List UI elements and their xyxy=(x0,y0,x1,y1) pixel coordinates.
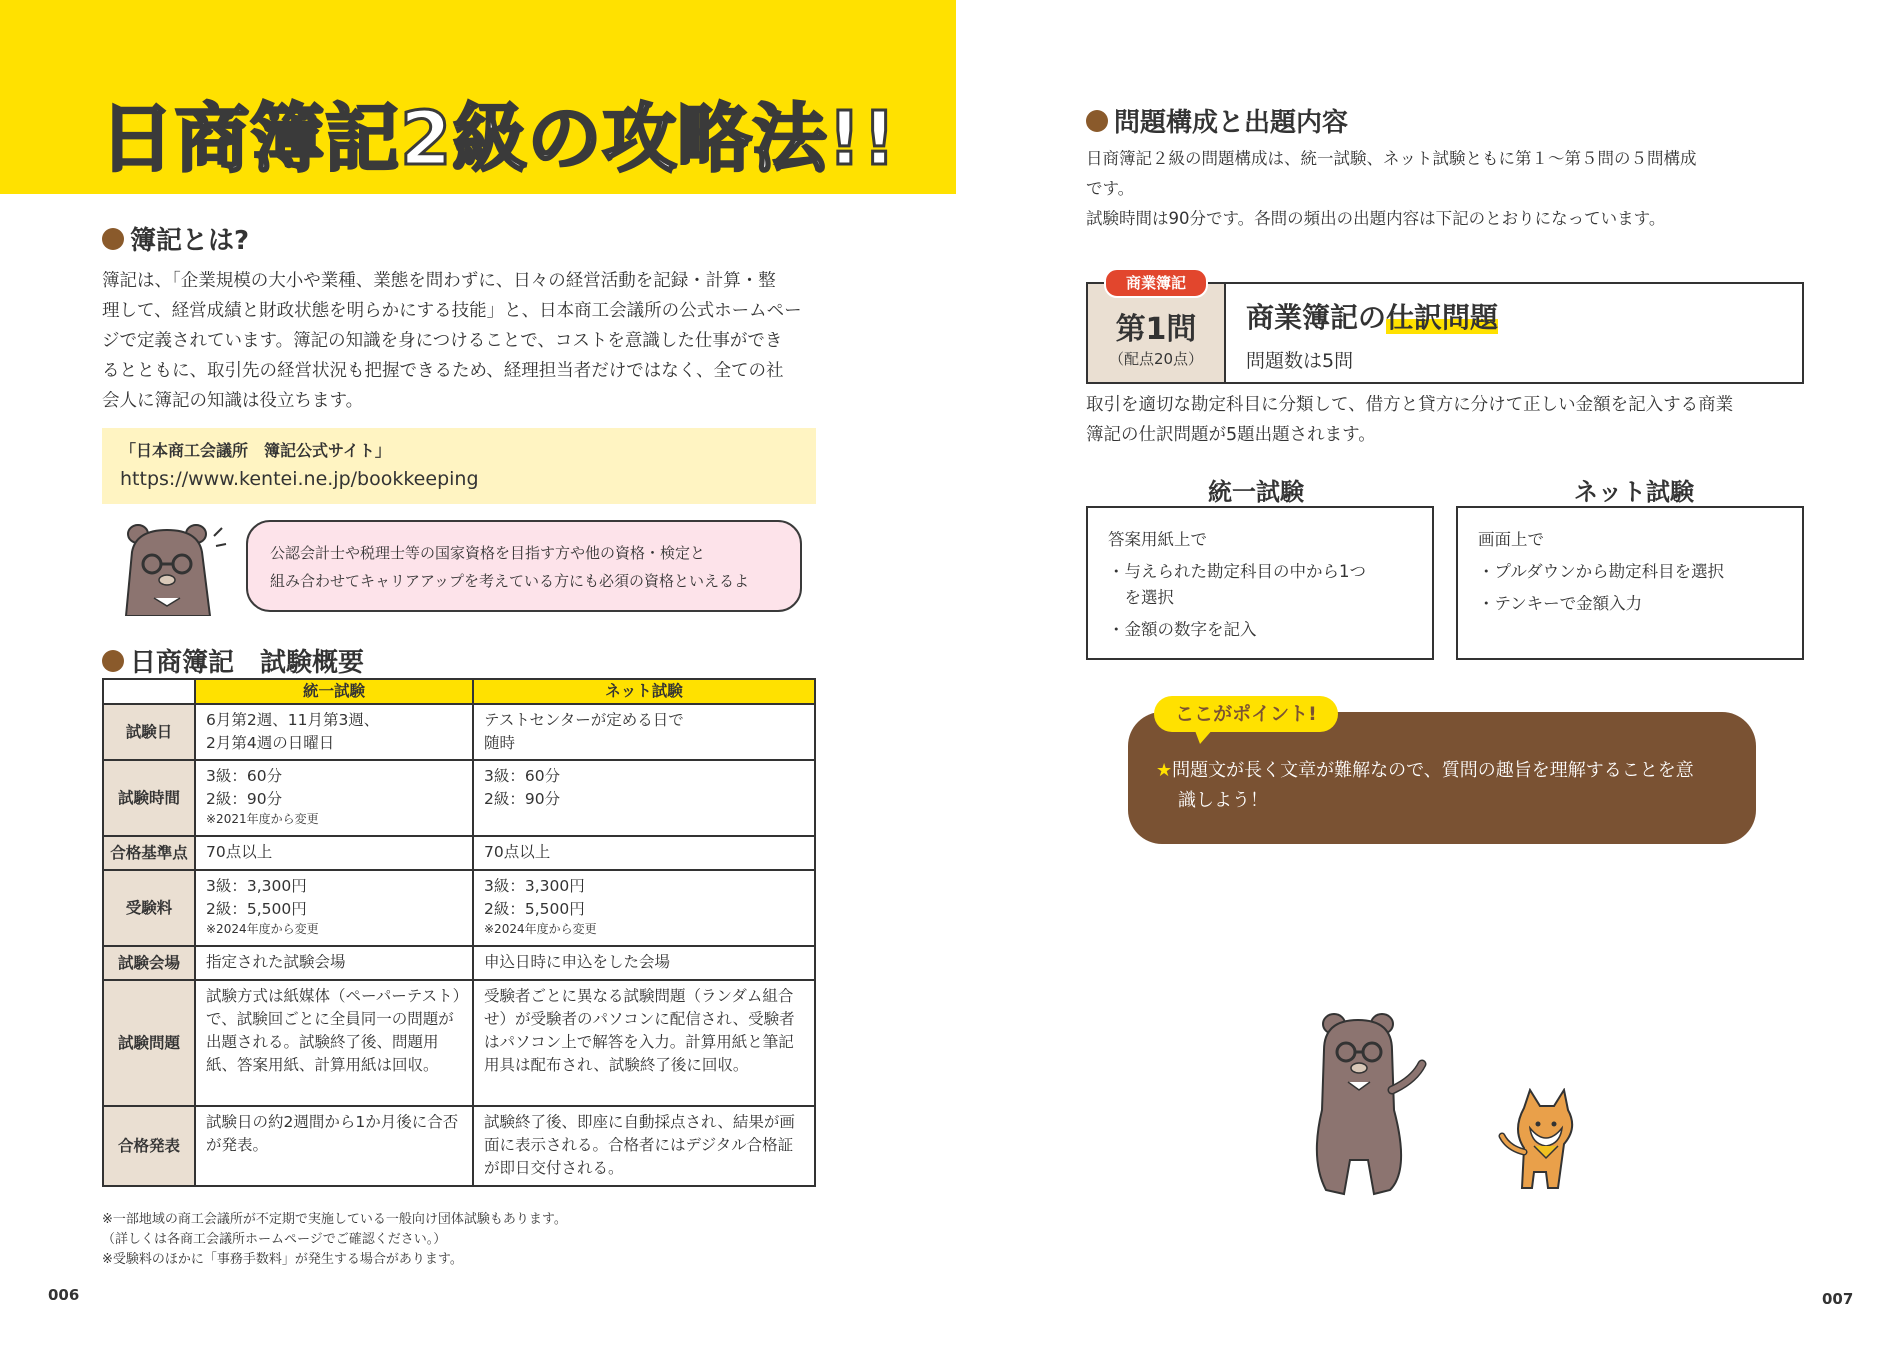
bear-standing-icon xyxy=(1310,1010,1440,1200)
unified-exam-title: 統一試験 xyxy=(1208,478,1304,506)
table-header-row xyxy=(103,679,815,704)
question-title-highlight: 仕訳問題 xyxy=(1386,301,1499,334)
paragraph-line: るとともに、取引先の経営状況も把握できるため、経理担当者だけではなく、全ての社 xyxy=(102,361,784,381)
paragraph-line: です。 xyxy=(1086,179,1135,198)
paragraph-line: 会人に簿記の知識は役立ちます。 xyxy=(102,391,364,411)
page-number-left: 006 xyxy=(48,1286,80,1304)
official-site-box xyxy=(102,428,816,504)
question-number-panel xyxy=(1088,284,1226,382)
cell-unified: 指定された試験会場 xyxy=(195,946,473,980)
point-tag: ここがポイント! xyxy=(1154,696,1338,732)
cell-net xyxy=(473,870,815,946)
shiba-dog-icon xyxy=(1494,1088,1584,1202)
column-header-unified: 統一試験 xyxy=(195,679,473,704)
net-exam-box xyxy=(1456,506,1804,660)
paragraph-line: 簿記の仕訳問題が5題出題されます。 xyxy=(1086,425,1376,445)
row-header: 試験会場 xyxy=(103,946,195,980)
section-heading-boki xyxy=(102,220,249,257)
question-description xyxy=(1086,390,1806,450)
section-heading-text: 簿記とは? xyxy=(130,226,250,256)
paragraph-line: 試験時間は90分です。各問の頻出の出題内容は下記のとおりになっています。 xyxy=(1086,209,1666,228)
cell-note: ※2021年度から変更 xyxy=(206,812,319,826)
row-header: 受験料 xyxy=(103,870,195,946)
row-header: 試験問題 xyxy=(103,980,195,1106)
cell-unified: 6月第2週、11月第3週、 2月第4週の日曜日 xyxy=(195,704,473,760)
cell-net: テストセンターが定める日で 随時 xyxy=(473,704,815,760)
box-line: 答案用紙上で xyxy=(1108,530,1207,549)
table-row xyxy=(103,946,815,980)
speech-bubble xyxy=(246,520,802,612)
cell-note: ※2024年度から変更 xyxy=(484,922,597,936)
cell-net: 受験者ごとに異なる試験問題（ランダム組合せ）が受験者のパソコンに配信され、受験者はパソコン上で解答を入力。計算用紙と筆記用具は配布され、試験終了後に回収。 xyxy=(473,980,815,1106)
cell-net: 3級：60分 2級：90分 xyxy=(473,760,815,836)
cell-text: 3級：60分 2級：90分 xyxy=(206,767,283,808)
official-site-url[interactable]: https://www.kentei.ne.jp/bookkeeping xyxy=(120,468,479,490)
point-line xyxy=(1156,756,1694,782)
row-header: 試験時間 xyxy=(103,760,195,836)
section-heading-overview xyxy=(102,642,364,679)
point-line: 識しよう！ xyxy=(1178,790,1268,811)
table-row xyxy=(103,836,815,870)
footnote: ※受験料のほかに「事務手数料」が発生する場合があります。 xyxy=(102,1252,463,1267)
cell-unified: 試験方式は紙媒体（ペーパーテスト）で、試験回ごとに全員同一の問題が出題される。試験終了後、問題用紙、答案用紙、計算用紙は回収。 xyxy=(195,980,473,1106)
question-title-prefix: 商業簿記の xyxy=(1246,301,1387,334)
table-row xyxy=(103,704,815,760)
section-heading-text: 問題構成と出題内容 xyxy=(1114,108,1349,138)
cell-text: 3級：3,300円 2級：5,500円 xyxy=(484,877,585,918)
table-row xyxy=(103,870,815,946)
official-site-label: 「日本商工会議所 簿記公式サイト」 xyxy=(120,441,391,460)
point-text: 問題文が長く文章が難解なので、質問の趣旨を理解することを意 xyxy=(1172,760,1694,781)
bullet-dot-icon xyxy=(102,650,124,672)
cell-unified: 70点以上 xyxy=(195,836,473,870)
unified-exam-box xyxy=(1086,506,1434,660)
column-header-net: ネット試験 xyxy=(473,679,815,704)
box-line: ・テンキーで金額入力 xyxy=(1478,594,1643,613)
paragraph-line: ジで定義されています。簿記の知識を身につけることで、コストを意識した仕事ができ xyxy=(102,331,783,351)
page-title: 日商簿記2級の攻略法!! xyxy=(100,96,897,182)
net-exam-title: ネット試験 xyxy=(1574,478,1694,506)
bullet-dot-icon xyxy=(1086,110,1108,132)
cell-unified xyxy=(195,870,473,946)
paragraph-line: 理して、経営成績と財政状態を明らかにする技能」と、日本商工会議所の公式ホームペー xyxy=(102,301,802,321)
section-heading-text: 日商簿記 試験概要 xyxy=(130,648,365,678)
bear-mascot-icon xyxy=(118,522,228,616)
question-points: （配点20点） xyxy=(1108,350,1204,368)
boki-description xyxy=(102,266,822,416)
row-header: 合格発表 xyxy=(103,1106,195,1186)
box-line: ・金額の数字を記入 xyxy=(1108,620,1257,639)
cell-note: ※2024年度から変更 xyxy=(206,922,319,936)
section-heading-structure xyxy=(1086,102,1348,139)
bubble-line: 組み合わせてキャリアアップを考えている方にも必須の資格といえるよ xyxy=(270,572,749,590)
page-number-right: 007 xyxy=(1822,1290,1854,1308)
bubble-line: 公認会計士や税理士等の国家資格を目指す方や他の資格・検定と xyxy=(270,544,706,562)
table-corner-cell xyxy=(103,679,195,704)
cell-net: 70点以上 xyxy=(473,836,815,870)
question-count: 問題数は5問 xyxy=(1246,350,1354,372)
cell-unified: 試験日の約2週間から1か月後に合否が発表。 xyxy=(195,1106,473,1186)
paragraph-line: 取引を適切な勘定科目に分類して、借方と貸方に分けて正しい金額を記入する商業 xyxy=(1086,395,1734,415)
row-header: 合格基準点 xyxy=(103,836,195,870)
star-icon: ★ xyxy=(1156,760,1173,781)
paragraph-line: 簿記は、「企業規模の大小や業種、業態を問わずに、日々の経営活動を記録・計算・整 xyxy=(102,271,776,291)
table-row xyxy=(103,1106,815,1186)
cell-unified xyxy=(195,760,473,836)
footnote: （詳しくは各商工会議所ホームページでご確認ください。） xyxy=(102,1232,447,1247)
cell-text: 3級：3,300円 2級：5,500円 xyxy=(206,877,307,918)
box-line: ・与えられた勘定科目の中から1つ xyxy=(1108,562,1366,581)
box-line: を選択 xyxy=(1108,588,1174,607)
footnote: ※一部地域の商工会議所が不定期で実施している一般向け団体試験もあります。 xyxy=(102,1212,567,1227)
question-number: 第1問 xyxy=(1115,312,1197,347)
category-badge: 商業簿記 xyxy=(1104,268,1208,298)
row-header: 試験日 xyxy=(103,704,195,760)
box-line: ・プルダウンから勘定科目を選択 xyxy=(1478,562,1725,581)
cell-net: 試験終了後、即座に自動採点され、結果が画面に表示される。合格者にはデジタル合格証が即日交付される。 xyxy=(473,1106,815,1186)
table-row xyxy=(103,760,815,836)
box-line: 画面上で xyxy=(1478,530,1544,549)
table-row xyxy=(103,980,815,1106)
exam-overview-table xyxy=(102,678,816,1187)
tag-pointer-icon xyxy=(1194,728,1214,744)
paragraph-line: 日商簿記２級の問題構成は、統一試験、ネット試験ともに第１～第５問の５問構成 xyxy=(1086,149,1697,168)
structure-intro xyxy=(1086,144,1806,234)
cell-net: 申込日時に申込をした会場 xyxy=(473,946,815,980)
question-title xyxy=(1246,296,1498,336)
bullet-dot-icon xyxy=(102,228,124,250)
